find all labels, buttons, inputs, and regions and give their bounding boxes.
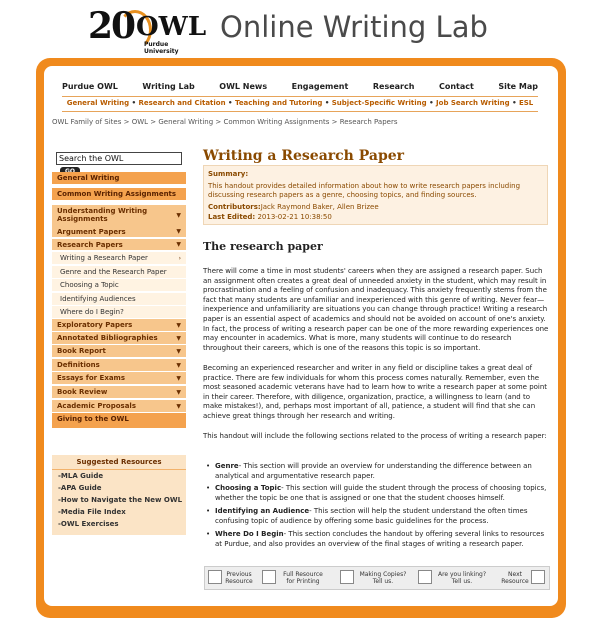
sidebar-item-general-writing[interactable] (52, 172, 186, 185)
top-navigation (62, 82, 538, 96)
site-header (0, 0, 600, 55)
copies-label-1: Making Copies? (359, 571, 407, 578)
sidebar-item-label: Writing a Research Paper (60, 254, 148, 262)
sidebar-item-understanding-writing-assignments[interactable] (52, 205, 186, 227)
sidebar-item-book-review[interactable] (52, 386, 186, 399)
printer-icon (262, 570, 276, 584)
suggested-owl-exercises[interactable]: -OWL Exercises (58, 520, 119, 528)
nav-owl-news[interactable]: OWL News (219, 82, 268, 91)
nav-writing-lab[interactable]: Writing Lab (142, 82, 195, 91)
chevron-right-icon: › (178, 254, 181, 262)
sidebar-item-label: Book Report (57, 347, 106, 355)
search-input[interactable] (56, 152, 182, 165)
last-edited (208, 213, 332, 221)
chevron-down-icon: ▼ (176, 374, 181, 382)
nav-divider (62, 96, 538, 97)
logo-number: 20 (88, 5, 135, 47)
subnav-teaching-tutoring[interactable]: Teaching and Tutoring (234, 99, 323, 107)
chevron-down-icon: ▼ (176, 212, 181, 219)
chevron-down-icon: ▼ (176, 321, 181, 329)
paragraph-2: Becoming an experienced researcher and writer in any field or discipline takes a great deal of practice. There are few individuals for whom this process comes naturally. Remember, even the most seasoned academic veterans have had to learn how to write a research paper at some point in their career. Therefore, with diligence, organization, practice, a willingness to learn (and to make mistakes!), and, perhaps most important of all, patience, a student will find that she can achieve great things through her research and writing. (203, 364, 548, 420)
bullet-where-begin (215, 530, 549, 549)
breadcrumb-owl-family[interactable]: OWL Family of Sites (52, 118, 122, 126)
sidebar-item-annotated-bibliographies[interactable] (52, 332, 186, 345)
sidebar-item-label: Genre and the Research Paper (60, 268, 167, 276)
sidebar-item-genre-and-the-research-paper[interactable] (52, 266, 186, 279)
sidebar-item-label: Book Review (57, 388, 108, 396)
summary-box (203, 165, 548, 225)
page-title: Writing a Research Paper (203, 148, 405, 164)
sidebar-item-label: Annotated Bibliographies (57, 334, 158, 342)
suggested-apa-guide[interactable]: -APA Guide (58, 484, 102, 492)
section-heading: The research paper (203, 240, 323, 253)
site-title: Online Writing Lab (220, 10, 488, 44)
linking-label-1: Are you linking? (437, 571, 487, 578)
next-resource-button[interactable] (500, 567, 546, 589)
sidebar-item-definitions[interactable] (52, 359, 186, 372)
bullet-begin-term[interactable]: Where Do I Begin (215, 530, 284, 538)
sidebar-item-giving-to-the-owl[interactable] (52, 413, 186, 429)
suggested-mla-guide[interactable]: -MLA Guide (58, 472, 104, 480)
sidebar-item-label: Argument Papers (57, 228, 126, 236)
nav-contact[interactable]: Contact (438, 82, 474, 91)
print-label-1: Full Resource (283, 571, 323, 578)
subnav-general-writing[interactable]: General Writing (66, 99, 130, 107)
bullet-audience-text: - This section will help the student understand the often times confusing topic of audience by offering some basic guidelines for the process. (215, 507, 528, 525)
bullet-genre-term[interactable]: Genre (215, 462, 239, 470)
previous-resource-button[interactable] (208, 567, 256, 589)
sidebar-item-exploratory-papers[interactable] (52, 319, 186, 332)
bullet-choosing-topic (215, 484, 549, 503)
sidebar-item-label: General Writing (57, 174, 120, 182)
bullet-audience-term[interactable]: Identifying an Audience (215, 507, 310, 515)
sidebar-item-argument-papers[interactable] (52, 226, 186, 238)
sidebar-item-label: Exploratory Papers (57, 321, 133, 329)
sidebar-item-label: Research Papers (57, 241, 123, 249)
bullet-topic-text: - This section will guide the student through the process of choosing topics, whether the topic be one that is assigned or one that the student chooses himself. (215, 484, 547, 502)
link-icon (418, 570, 432, 584)
sidebar-item-common-writing-assignments[interactable] (52, 188, 186, 201)
sidebar-item-academic-proposals[interactable] (52, 400, 186, 413)
subnav-job-search[interactable]: Job Search Writing (436, 99, 510, 107)
sidebar-item-book-report[interactable] (52, 345, 186, 358)
bullet-topic-term[interactable]: Choosing a Topic (215, 484, 282, 492)
breadcrumb-common-assignments[interactable]: Common Writing Assignments (223, 118, 330, 126)
bullet-begin-text: - This section concludes the handout by offering several links to resources at Purdue, and also provides an overview of the final stages of writing a research paper. (215, 530, 545, 548)
copy-icon (340, 570, 354, 584)
chevron-down-icon: ▼ (176, 334, 181, 342)
owl-logo[interactable] (88, 5, 207, 55)
summary-label: Summary: (208, 170, 249, 178)
breadcrumb-research-papers[interactable]: Research Papers (339, 118, 398, 126)
chevron-down-icon: ▼ (176, 241, 181, 248)
print-label-2: for Printing (286, 578, 320, 585)
contributors (208, 203, 379, 211)
breadcrumb-owl[interactable]: OWL (131, 118, 149, 126)
nav-purdue-owl[interactable]: Purdue OWL (62, 82, 118, 91)
next-label-2: Resource (501, 578, 529, 585)
chevron-down-icon: ▼ (176, 402, 181, 410)
last-edited-label: Last Edited: (208, 213, 256, 221)
sub-navigation: General Writing • Research and Citation • Teaching and Tutoring • Subject-Specific Writing • Job Search Writing • ESL (66, 99, 534, 107)
subnav-divider (62, 111, 538, 112)
sidebar-item-label: Giving to the OWL (57, 415, 129, 423)
sidebar-item-where-do-i-begin[interactable] (52, 306, 186, 319)
sidebar-item-essays-for-exams[interactable] (52, 372, 186, 385)
chevron-down-icon: ▼ (176, 228, 181, 235)
print-resource-button[interactable] (262, 567, 328, 589)
sidebar-item-identifying-audiences[interactable] (52, 293, 186, 306)
nav-engagement[interactable]: Engagement (291, 82, 349, 91)
linking-button[interactable] (418, 567, 490, 589)
suggested-navigate-owl[interactable]: -How to Navigate the New OWL (58, 496, 183, 504)
left-arrow-icon (208, 570, 222, 584)
sidebar-item-label: Definitions (57, 361, 100, 369)
subnav-research-citation[interactable]: Research and Citation (138, 99, 226, 107)
subnav-subject-specific[interactable]: Subject-Specific Writing (331, 99, 427, 107)
chevron-down-icon: ▼ (176, 361, 181, 369)
sidebar-item-label: Choosing a Topic (60, 281, 119, 289)
sidebar-item-label: Understanding Writing Assignments (57, 207, 148, 223)
suggested-resources-title: Suggested Resources (52, 455, 186, 470)
paragraph-3: This handout will include the following sections related to the process of writing a research paper: (203, 432, 547, 440)
nav-research[interactable]: Research (372, 82, 415, 91)
linking-label-2: Tell us. (451, 578, 473, 585)
contributors-value: Jack Raymond Baker, Allen Brizee (260, 203, 379, 211)
chevron-down-icon: ▼ (176, 388, 181, 396)
suggested-media-index[interactable]: -Media File Index (58, 508, 126, 516)
sidebar-item-research-papers[interactable] (52, 239, 186, 251)
sidebar-item-label: Academic Proposals (57, 402, 136, 410)
next-label-1: Next (508, 571, 522, 578)
bullet-genre (215, 462, 549, 481)
paragraph-1: There will come a time in most students' careers when they are assigned a research paper. Such an assignment often creates a great deal of unneeded anxiety in the student, which may result in procrastination and a feeling of confusion and inadequacy. This anxiety frequently stems from the fact that many students are unfamiliar and inexperienced with this genre of writing. Never fear—inexperience and unfamiliarity are situations you can change through practice! Writing a research paper is an essential aspect of academics and should not be avoided on account of one's anxiety. In fact, the process of writing a research paper can be one of the more rewarding experiences one may encounter in academics. What is more, many students will continue to do research throughout their careers, which is one of the reasons this topic is so important. (203, 267, 549, 352)
logo-owl-text: OWL (136, 12, 207, 42)
sidebar-item-writing-a-research-paper[interactable] (52, 252, 186, 265)
sidebar-item-choosing-a-topic[interactable] (52, 279, 186, 292)
contributors-label: Contributors: (208, 203, 261, 211)
sidebar-item-label: Where do I Begin? (60, 308, 124, 316)
previous-label-2: Resource (225, 578, 253, 585)
bullet-audience (215, 507, 549, 526)
subnav-esl[interactable]: ESL (518, 99, 534, 107)
logo-subtitle: Purdue University (144, 41, 179, 55)
right-arrow-icon (531, 570, 545, 584)
sidebar-item-label: Identifying Audiences (60, 295, 136, 303)
sidebar-item-label: Common Writing Assignments (57, 190, 177, 198)
copies-label-2: Tell us. (372, 578, 394, 585)
making-copies-button[interactable] (340, 567, 410, 589)
sidebar-item-label: Essays for Exams (57, 374, 126, 382)
breadcrumb-general-writing[interactable]: General Writing (158, 118, 214, 126)
bullet-genre-text: - This section will provide an overview for understanding the difference between an analytical and argumentative research paper. (215, 462, 532, 480)
previous-label-1: Previous (226, 571, 252, 578)
chevron-down-icon: ▼ (176, 347, 181, 355)
breadcrumb: OWL Family of Sites > OWL > General Writing > Common Writing Assignments > Research Papers (52, 118, 398, 126)
last-edited-value: 2013-02-21 10:38:50 (257, 213, 332, 221)
nav-site-map[interactable]: Site Map (498, 82, 538, 91)
summary-text: This handout provides detailed information about how to write research papers including discussing research papers as a genre, choosing topics, and finding sources. (208, 182, 521, 199)
